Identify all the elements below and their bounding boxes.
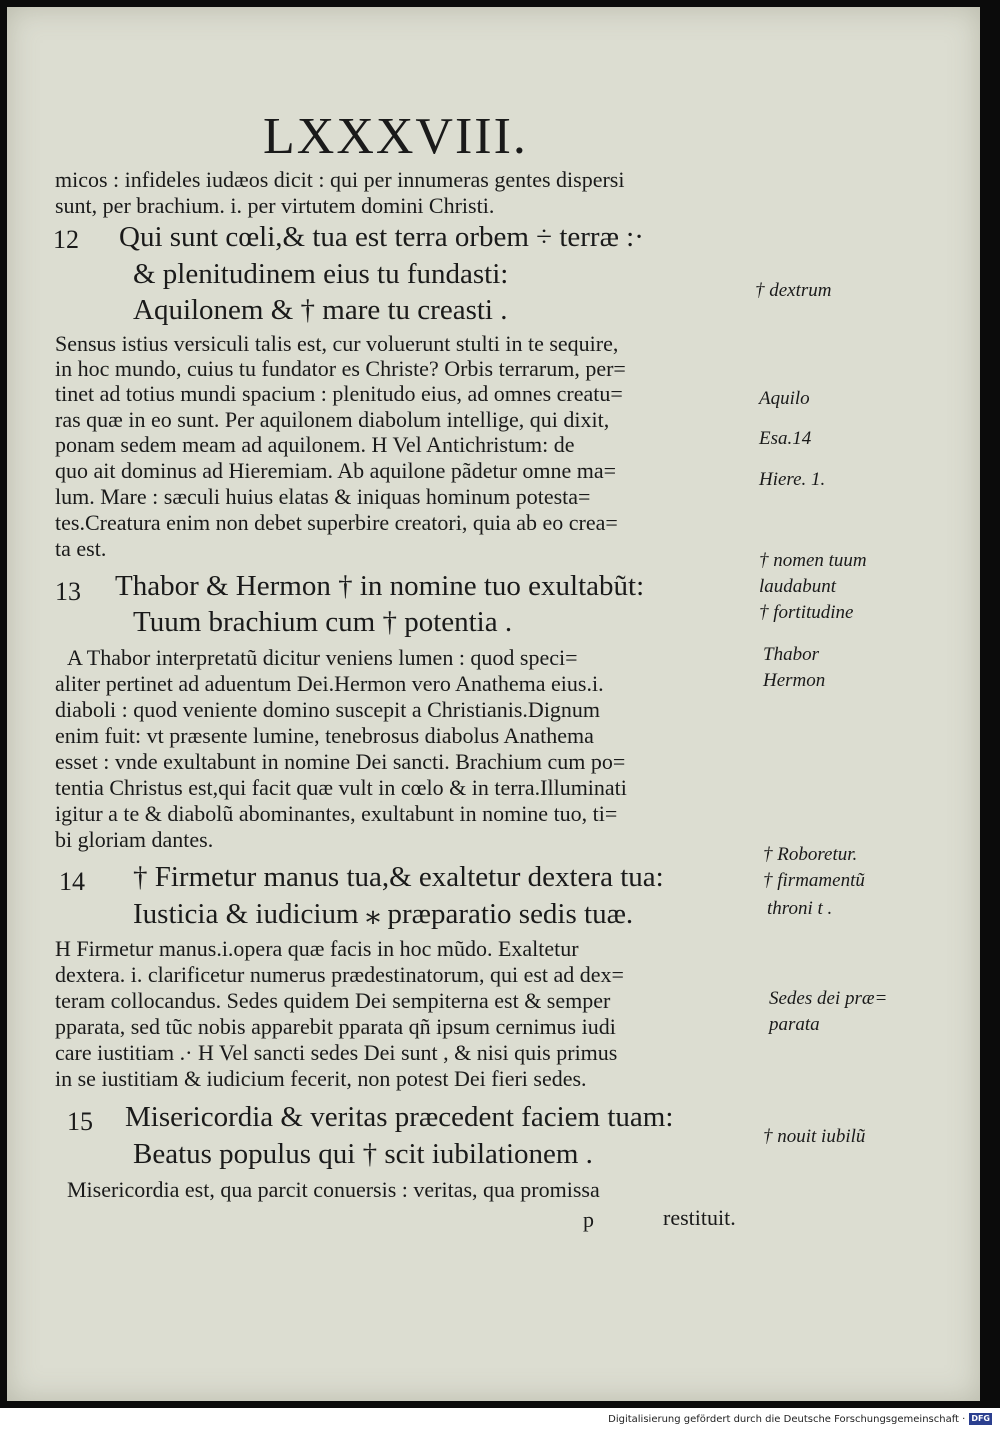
verse-line: Tuum brachium cum † potentia . xyxy=(133,606,513,638)
text-line: ponam sedem meam ad aquilonem. H Vel Antichristum: de xyxy=(55,432,575,457)
marginal-note: parata xyxy=(769,1014,820,1035)
dfg-logo[interactable]: DFG xyxy=(971,1414,990,1423)
text-line: ta est. xyxy=(55,536,107,561)
credit-text: Digitalisierung gefördert durch die Deutsche Forschungsgemeinschaft · xyxy=(608,1413,966,1425)
text-line: bi gloriam dantes. xyxy=(55,827,214,852)
text-line: tinet ad totius mundi spacium : plenitudo eius, ad omnes creatu= xyxy=(55,381,623,406)
marginal-note: throni t . xyxy=(767,898,833,919)
text-line: H Firmetur manus.i.opera quæ facis in hoc mũdo. Exaltetur xyxy=(55,936,579,961)
book-page xyxy=(7,7,980,1401)
text-line: care iustitiam .· H Vel sancti sedes Dei sunt , & nisi quis primus xyxy=(55,1040,618,1065)
text-line: ras quæ in eo sunt. Per aquilonem diabolum intellige, qui dixit, xyxy=(55,407,610,432)
text-line: teram collocandus. Sedes quidem Dei sempiterna est & semper xyxy=(55,988,611,1013)
verse-line: Beatus populus qui † scit iubilationem . xyxy=(133,1138,593,1170)
text-line: Misericordia est, qua parcit conuersis : veritas, qua promissa xyxy=(67,1177,600,1202)
text-line: enim fuit: vt præsente lumine, tenebrosus diabolus Anathema xyxy=(55,723,594,748)
verse-number: 14 xyxy=(59,867,85,896)
text-line: in hoc mundo, cuius tu fundator es Christe? Orbis terrarum, per= xyxy=(55,356,626,381)
verse-line: Misericordia & veritas præcedent faciem tuam: xyxy=(125,1101,674,1133)
marginal-note: † nomen tuum xyxy=(759,550,867,571)
marginal-note: Hermon xyxy=(763,670,826,691)
text-line: in se iustitiam & iudicium fecerit, non potest Dei fieri sedes. xyxy=(55,1066,587,1091)
text-line: tentia Christus est,qui facit quæ vult in cœlo & in terra.Illuminati xyxy=(55,775,627,800)
text-line: diaboli : quod veniente domino suscepit a Christianis.Dignum xyxy=(55,697,601,722)
text-line: quo ait dominus ad Hieremiam. Ab aquilone pãdetur omne ma= xyxy=(55,458,617,483)
verse-line: & plenitudinem eius tu fundasti: xyxy=(133,258,509,290)
verse-line: Qui sunt cœli,& tua est terra orbem ÷ terræ :· xyxy=(119,221,644,253)
text-line: aliter pertinet ad aduentum Dei.Hermon vero Anathema eius.i. xyxy=(55,671,604,696)
verse-line: Aquilonem & † mare tu creasti . xyxy=(133,294,508,326)
verse-number: 13 xyxy=(55,577,81,606)
marginal-note: † Roboretur. xyxy=(763,844,858,865)
catchword-signature: p xyxy=(583,1207,594,1232)
marginal-note: Esa.14 xyxy=(759,428,812,449)
marginal-note: † nouit iubilũ xyxy=(763,1126,866,1147)
text-line: A Thabor interpretatũ dicitur veniens lumen : quod speci= xyxy=(67,645,578,670)
folio-number: LXXXVIII. xyxy=(263,108,528,165)
digitization-credit xyxy=(608,1412,992,1426)
text-line: esset : vnde exultabunt in nomine Dei sancti. Brachium cum po= xyxy=(55,749,626,774)
text-line: igitur a te & diabolũ abominantes, exultabunt in nomine tuo, ti= xyxy=(55,801,618,826)
text-line: lum. Mare : sæculi huius elatas & iniquas hominum potesta= xyxy=(55,484,591,509)
marginal-note: laudabunt xyxy=(759,576,837,597)
text-line: sunt, per brachium. i. per virtutem domini Christi. xyxy=(55,193,495,218)
marginal-note: Aquilo xyxy=(759,388,810,409)
marginal-note: Thabor xyxy=(763,644,819,665)
marginal-note: † fortitudine xyxy=(759,602,854,623)
text-line: dextera. i. clarificetur numerus prædestinatorum, qui est ad dex= xyxy=(55,962,624,987)
marginal-note: † dextrum xyxy=(755,280,832,301)
marginal-note: Sedes dei præ= xyxy=(769,988,888,1009)
verse-line: Thabor & Hermon † in nomine tuo exultabũt: xyxy=(115,570,645,602)
verse-number: 15 xyxy=(67,1107,93,1136)
marginal-note: † firmamentũ xyxy=(763,870,865,891)
verse-number: 12 xyxy=(53,225,79,254)
text-line: pparata, sed tũc nobis apparebit pparata qñ ipsum cernimus iudi xyxy=(55,1014,616,1039)
verse-line: † Firmetur manus tua,& exaltetur dextera tua: xyxy=(133,861,664,893)
text-line: Sensus istius versiculi talis est, cur voluerunt stulti in te sequire, xyxy=(55,331,619,356)
text-line: micos : infideles iudæos dicit : qui per innumeras gentes dispersi xyxy=(55,167,625,192)
verse-line: Iusticia & iudicium ⁎ præparatio sedis tuæ. xyxy=(133,898,634,930)
text-line: tes.Creatura enim non debet superbire creatori, quia ab eo crea= xyxy=(55,510,618,535)
catchword: restituit. xyxy=(663,1205,736,1230)
marginal-note: Hiere. 1. xyxy=(759,469,826,490)
